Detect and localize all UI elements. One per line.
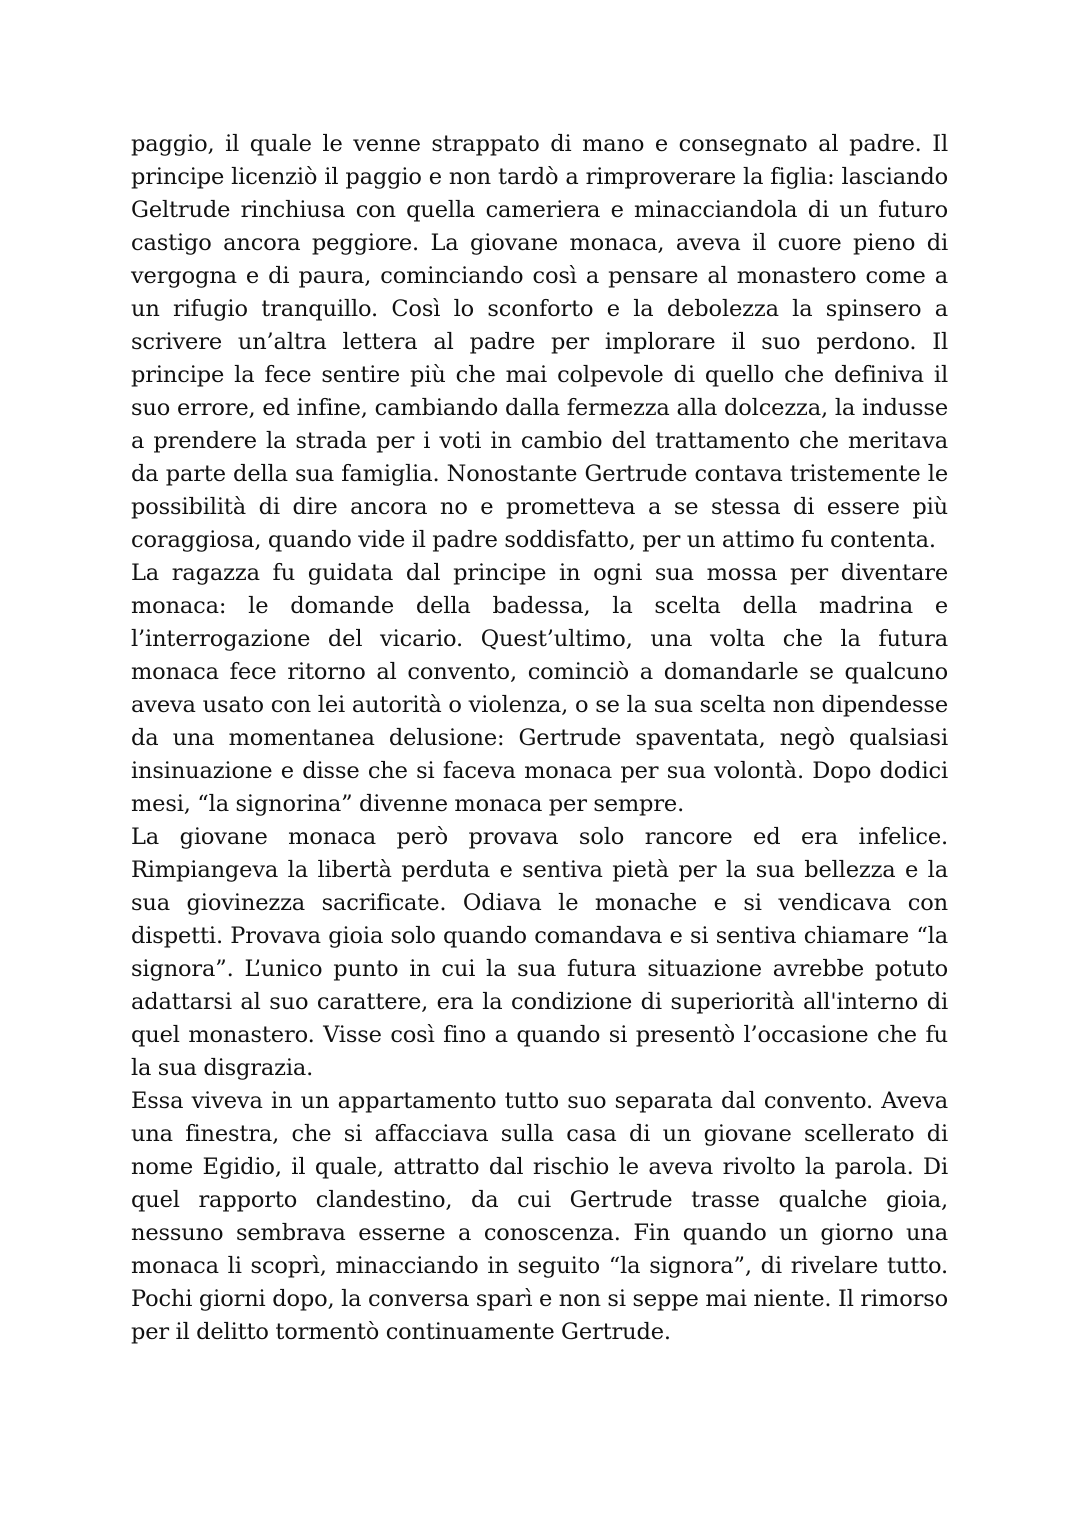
paragraph-2: La ragazza fu guidata dal principe in ogni sua mossa per diventare monaca: le domande della badessa, la scelta della madrina e l’interrogazione del vicario. Quest’ultimo, una volta che la futura monaca fece ritorno al convento, cominciò a domandarle se qualcuno aveva usato con lei autorità o violenza, o se la sua scelta non dipendesse da una momentanea delusione: Gertrude spaventata, negò qualsiasi insinuazione e disse che si faceva monaca per sua volontà. Dopo dodici mesi, “la signorina” divenne monaca per sempre. [131,560,948,817]
paragraph-3: La giovane monaca però provava solo rancore ed era infelice. Rimpiangeva la libertà perduta e sentiva pietà per la sua bellezza e la sua giovinezza sacrificate. Odiava le monache e si vendicava con dispetti. Provava gioia solo quando comandava e si sentiva chiamare “la signora”. L’unico punto in cui la sua futura situazione avrebbe potuto adattarsi al suo carattere, era la condizione di superiorità all'interno di quel monastero. Visse così fino a quando si presentò l’occasione che fu la sua disgrazia. [131,824,948,1081]
document-page [131,128,948,1349]
paragraph-1: paggio, il quale le venne strappato di mano e consegnato al padre. Il principe licenziò il paggio e non tardò a rimproverare la figlia: lasciando Geltrude rinchiusa con quella cameriera e minacciandola di un futuro castigo ancora peggiore. La giovane monaca, aveva il cuore pieno di vergogna e di paura, cominciando così a pensare al monastero come a un rifugio tranquillo. Così lo sconforto e la debolezza la spinsero a scrivere un’altra lettera al padre per implorare il suo perdono. Il principe la fece sentire più che mai colpevole di quello che definiva il suo errore, ed infine, cambiando dalla fermezza alla dolcezza, la indusse a prendere la strada per i voti in cambio del trattamento che meritava da parte della sua famiglia. Nonostante Gertrude contava tristemente le possibilità di dire ancora no e prometteva a se stessa di essere più coraggiosa, quando vide il padre soddisfatto, per un attimo fu contenta. [131,131,948,553]
paragraph-4: Essa viveva in un appartamento tutto suo separata dal convento. Aveva una finestra, che si affacciava sulla casa di un giovane scellerato di nome Egidio, il quale, attratto dal rischio le aveva rivolto la parola. Di quel rapporto clandestino, da cui Gertrude trasse qualche gioia, nessuno sembrava esserne a conoscenza. Fin quando un giorno una monaca li scoprì, minacciando in seguito “la signora”, di rivelare tutto. Pochi giorni dopo, la conversa sparì e non si seppe mai niente. Il rimorso per il delitto tormentò continuamente Gertrude. [131,1088,948,1345]
